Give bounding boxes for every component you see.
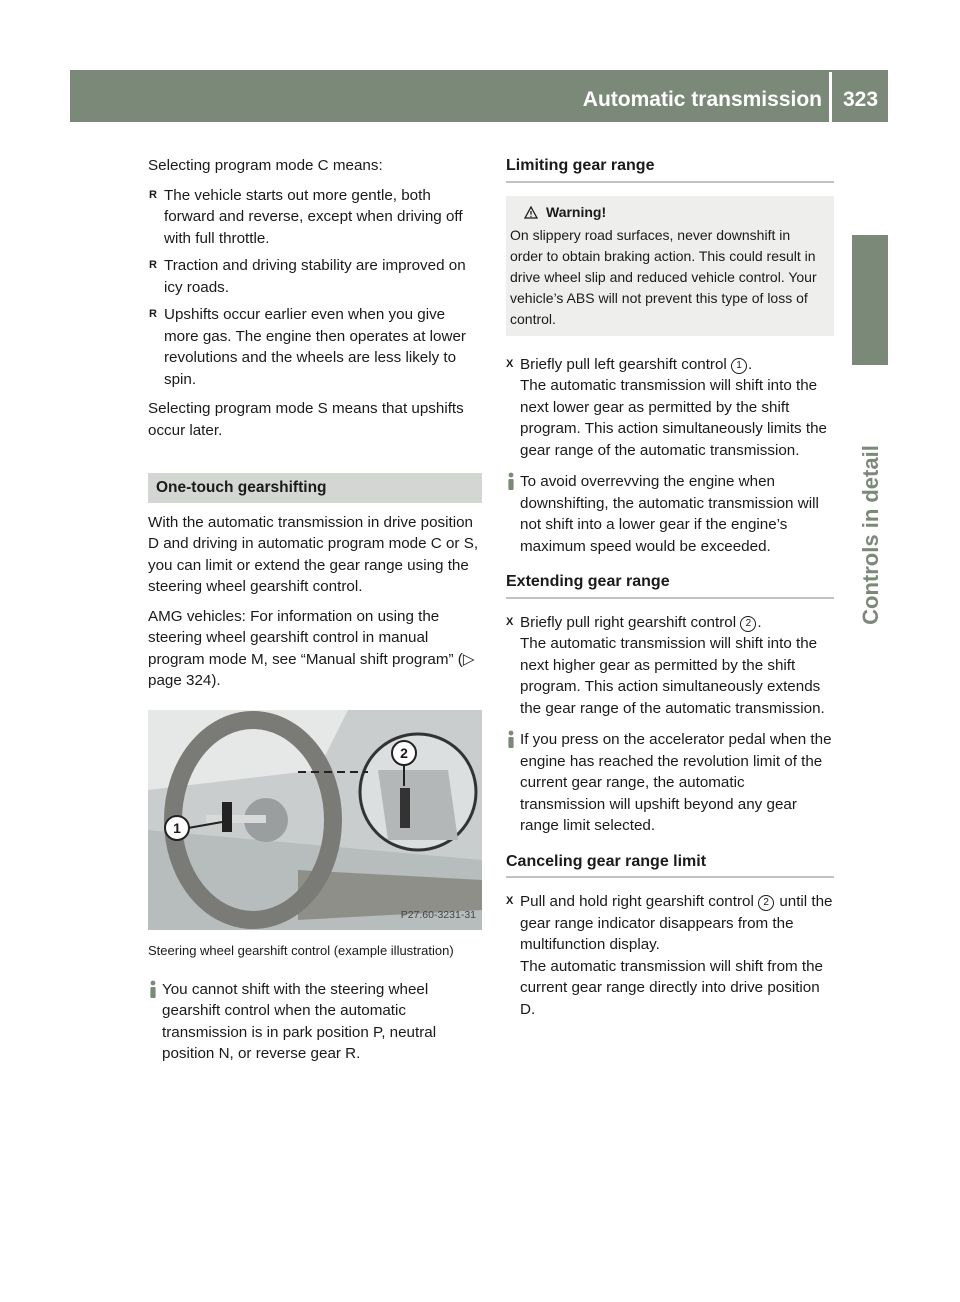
intro-mode-s: Selecting program mode S means that upshifts occur later. (148, 400, 464, 439)
extending-gear-range-heading: Extending gear range (506, 571, 834, 599)
bullet-item: R Traction and driving stability are improved on icy roads. (148, 255, 482, 298)
left-column (148, 155, 482, 1075)
info-text: To avoid overrevving the engine when downshifting, the automatic transmission will not shift into a lower gear if the engine’s maximum speed would be exceeded. (520, 473, 819, 555)
instruction-result: The automatic transmission will shift into the next lower gear as permitted by the shift program. This action simultaneously limits the gear range of the automatic transmission. (520, 377, 827, 459)
info-icon (146, 980, 160, 998)
paragraph: AMG vehicles: For information on using the steering wheel gearshift control in manual program mode M, see “Manual shift program” (▷ page 324). (148, 607, 475, 689)
control-2-marker: 2 (758, 895, 774, 911)
paragraph: With the automatic transmission in drive position D and driving in automatic program mode C or S, you can limit or extend the gear range using the steering wheel gearshift control. (148, 513, 479, 595)
steering-wheel-illustration (148, 710, 482, 930)
warning-icon (524, 206, 538, 219)
canceling-gear-range-limit-heading: Canceling gear range limit (506, 851, 834, 879)
side-tab-band (852, 235, 888, 365)
warning-text: On slippery road surfaces, never downshift in order to obtain braking action. This could result in drive wheel slip and reduced vehicle control. Your vehicle’s ABS will not prevent this type of loss of control. (510, 226, 817, 327)
right-column (506, 155, 834, 1030)
instruction-text-end: . (757, 613, 762, 631)
control-2-marker: 2 (740, 616, 756, 632)
cockpit-drawing (148, 710, 482, 930)
instruction-text: Briefly pull left gearshift control (520, 355, 727, 373)
instruction-result: The automatic transmission will shift from the current gear range directly into drive position D. (520, 957, 824, 1018)
side-tab (856, 370, 886, 700)
info-note (506, 729, 834, 837)
section-heading: One-touch gearshifting (148, 473, 482, 503)
warning-box (506, 196, 834, 336)
info-text: If you press on the accelerator pedal when the engine has reached the revolution limit of the current gear range, the automatic transmission will upshift beyond any gear range limit selected. (520, 731, 832, 834)
bullet-item: R Upshifts occur earlier even when you give more gas. The engine then operates at lower revolutions and the wheels are less likely to spin. (148, 304, 482, 390)
instruction-text: Briefly pull right gearshift control (520, 613, 737, 631)
mode-c-bullets (148, 185, 482, 391)
warning-title (510, 202, 826, 223)
bullet-item: R The vehicle starts out more gentle, both forward and reverse, except when driving off with full throttle. (148, 185, 482, 250)
instruction-text: Pull and hold right gearshift control (520, 893, 754, 910)
info-icon (504, 730, 518, 748)
intro-mode-c: Selecting program mode C means: (148, 157, 383, 174)
limiting-gear-range-heading: Limiting gear range (506, 155, 834, 183)
warning-title-text: Warning! (546, 203, 607, 220)
callout-2: 2 (391, 740, 417, 766)
info-note (506, 471, 834, 557)
header-separator (829, 72, 832, 122)
callout-1: 1 (164, 815, 190, 841)
extend-instruction (506, 612, 834, 720)
info-note (148, 979, 482, 1065)
instruction-text-end: until the gear range indicator disappears from the multifunction display. (520, 893, 833, 953)
side-tab-label: Controls in detail (858, 445, 883, 625)
figure-code: P27.60-3231-31 (400, 909, 476, 921)
instruction-text-end: . (748, 355, 753, 373)
info-icon (504, 472, 518, 490)
limit-instruction (506, 354, 834, 462)
figure-caption: Steering wheel gearshift control (example illustration) (148, 942, 454, 958)
page-title: Automatic transmission (582, 88, 822, 111)
page-number: 323 (843, 88, 879, 111)
control-1-marker: 1 (731, 358, 747, 374)
info-text: You cannot shift with the steering wheel gearshift control when the automatic transmission is in park position P, neutral position N, or reverse gear R. (162, 980, 437, 1062)
instruction-result: The automatic transmission will shift into the next higher gear as permitted by the shift program. This action simultaneously extends the gear range of the automatic transmission. (520, 635, 825, 717)
cancel-instruction (506, 891, 834, 1020)
